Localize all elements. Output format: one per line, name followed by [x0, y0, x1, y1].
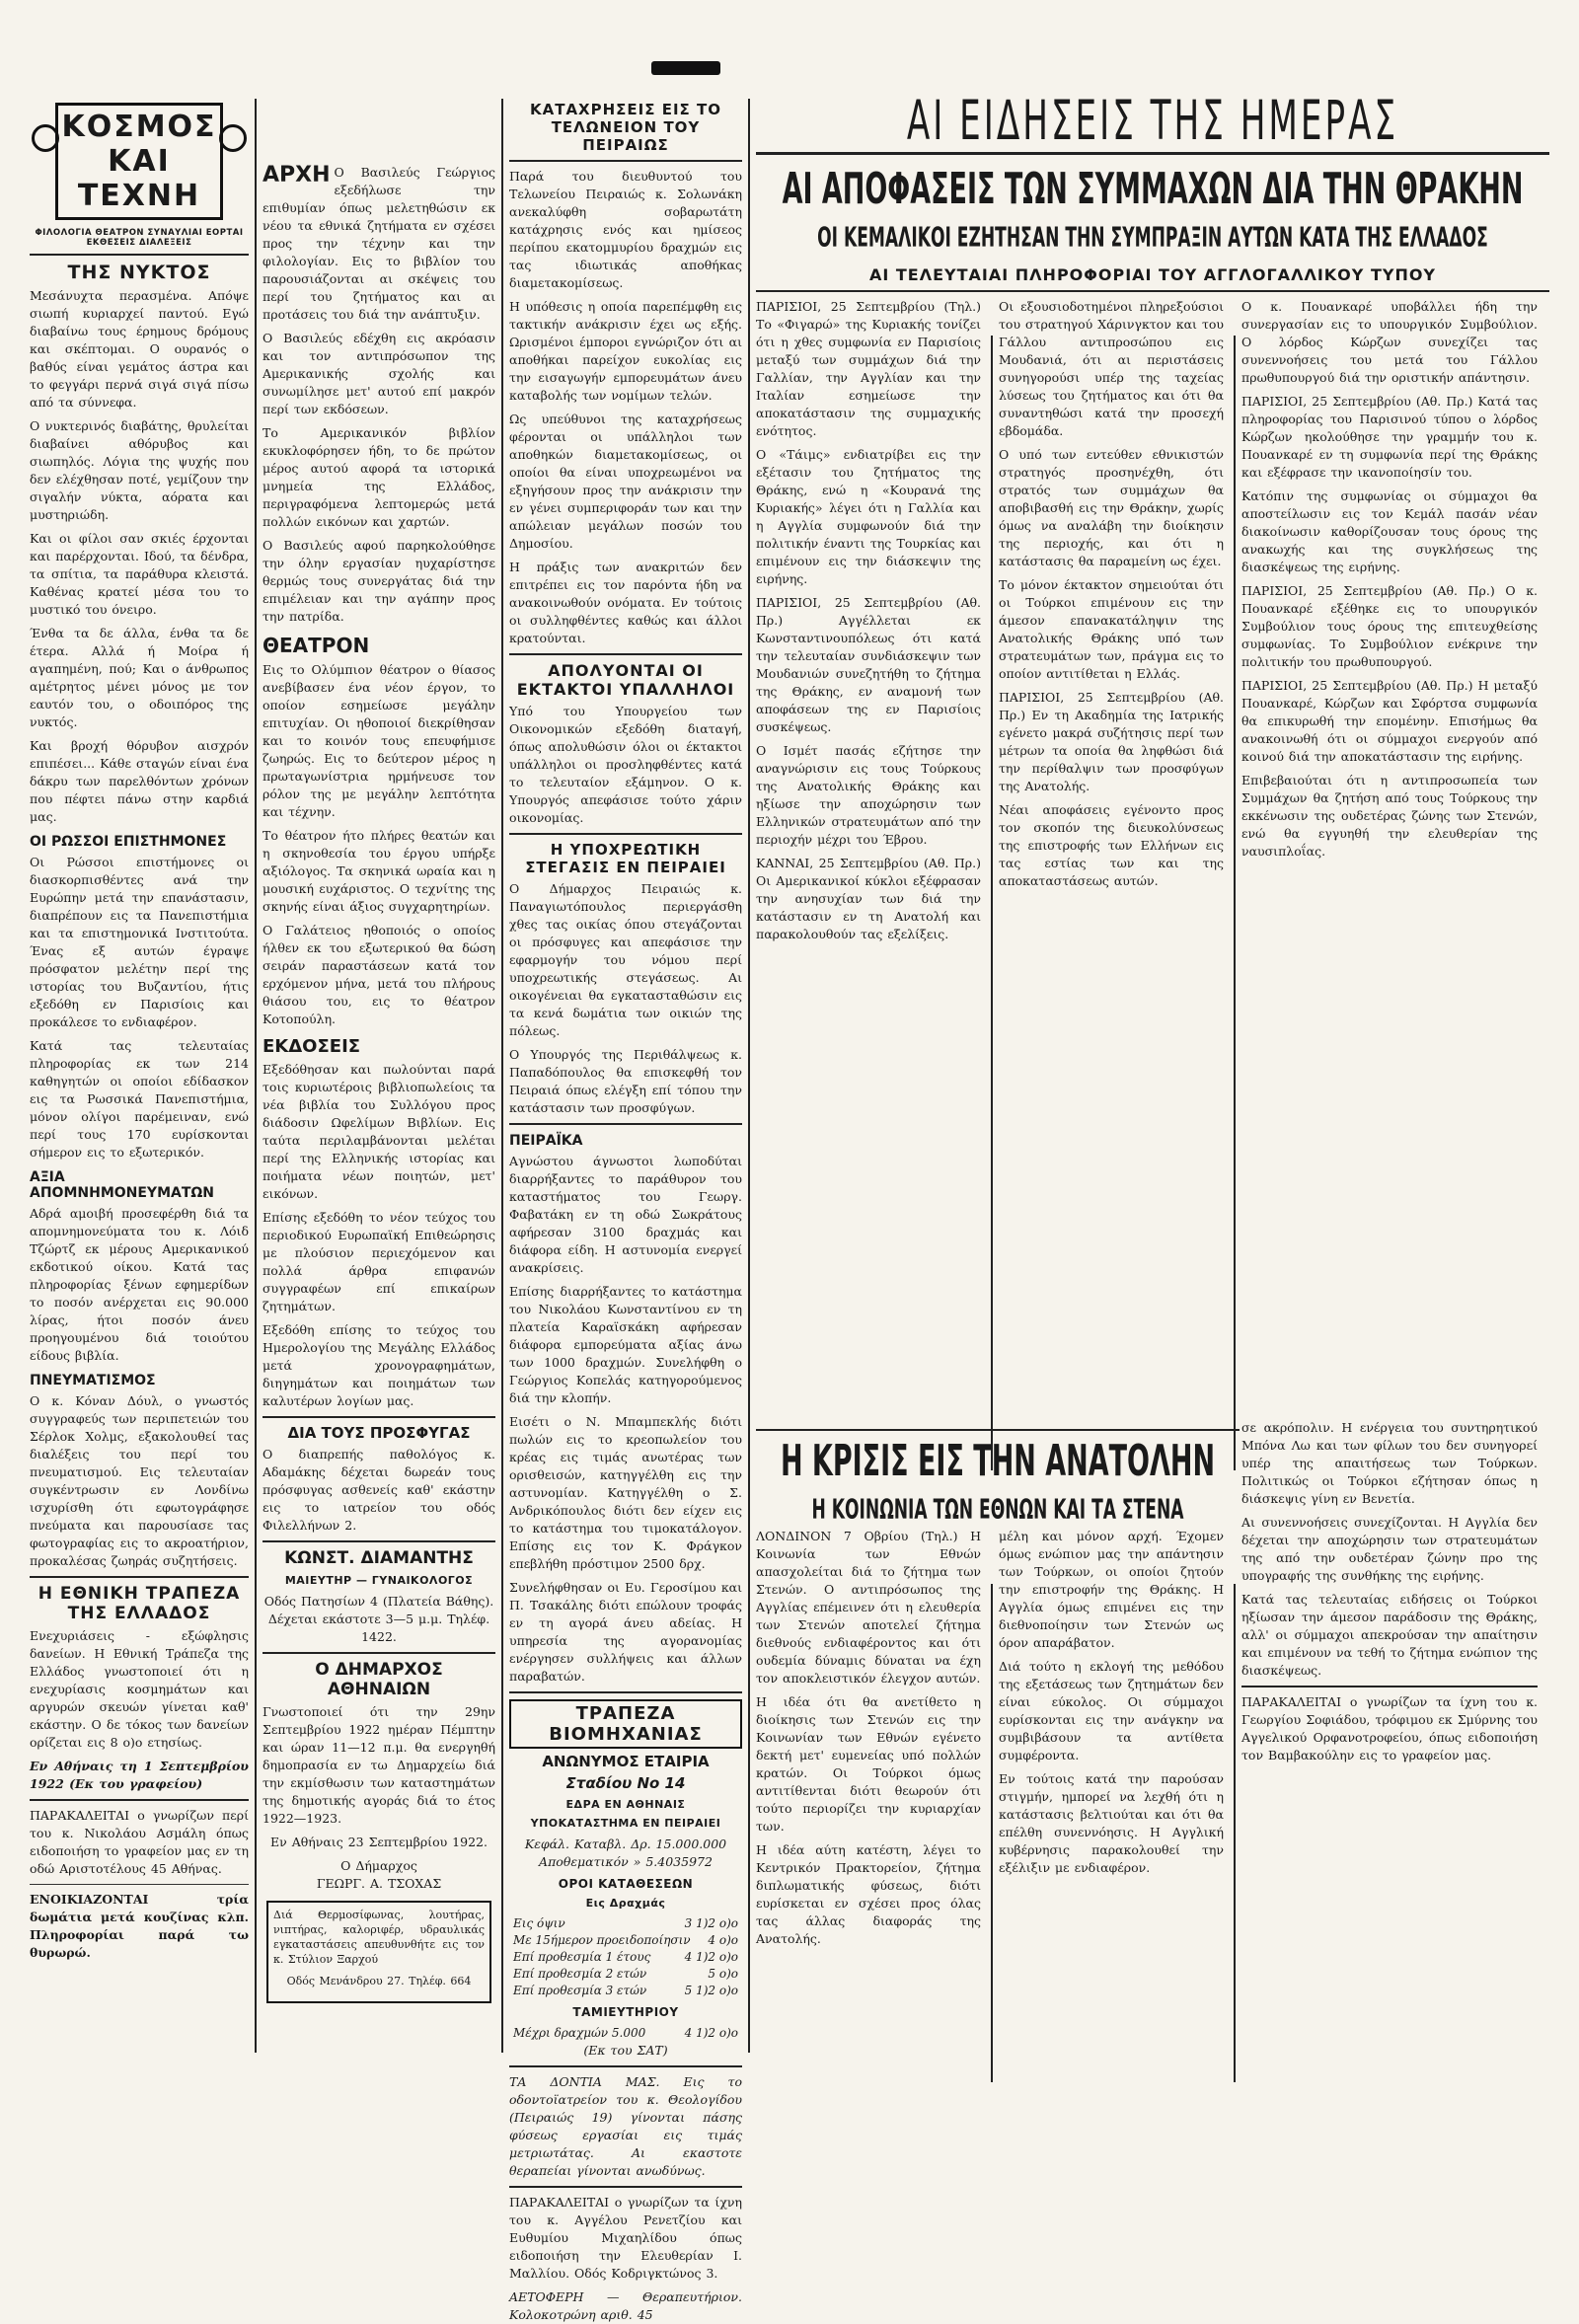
article-paragraph: Το θέατρον ήτο πλήρες θεατών και η σκηνοθεσία του έργου υπήρξε αξιόλογος. Τα σκηνικά ωραία και η μουσική ευχάριστος. Ο τεχνίτης της σκηνής είναι άξιος συγχαρητηρίων.: [263, 828, 495, 914]
article-paragraph: Ο νυκτερινός διαβάτης, θρυλείται διαβαίνει αθόρυβος και σιωπηλός. Λόγια της ψυχής που δεν ελέχθησαν ποτέ, γεμίζουν την σιγαλήν νύκτα, αόρατα και μυστηριώδη.: [30, 418, 249, 522]
divider: [263, 1416, 495, 1418]
news-paragraph: σε ακρόπολιν. Η ενέργεια του συντηρητικού Μπόνα Λω και των φίλων του δεν συνηγορεί υπέρ της απαιτήσεως των Τούρκων. Πολιτικώς οι Τούρκοι εζήτησαν όπως η διάσκεψις γίνη εν Βενετία.: [1241, 1420, 1538, 1506]
notice: ΠΑΡΑΚΑΛΕΙΤΑΙ ο γνωρίζων τα ίχνη του κ. Αγγέλου Ρενετζίου και Ευθυμίου Μιχαηλίδου όπως ειδοποιήση την Ελευθερίαν Ι. Μαλλίου. Οδός Κοδριγκτώνος 3.: [509, 2195, 742, 2281]
rate-label: Επί προθεσμία 1 έτους: [513, 1950, 651, 1964]
bank-terms-title: ΟΡΟΙ ΚΑΤΑΘΕΣΕΩΝ: [558, 1877, 694, 1891]
ad-signature: ΓΕΩΡΓ. Α. ΤΣΟΧΑΣ: [316, 1876, 442, 1891]
article-paragraph: Ο Βασιλεύς αφού παρηκολούθησε την όλην εργασίαν ηυχαρίστησε θερμώς τους συνεργάτας διά την επιμέλειαν και την αγάπην προς την πατρίδα.: [263, 538, 495, 624]
article-paragraph: Αδρά αμοιβή προσεφέρθη διά τα απομνημονεύματα του κ. Λόιδ Τζώρτζ εκ μέρους Αμερικανικού εκδοτικού οίκου. Κατά τας πληροφορίας ξένων εφημερίδων το ποσόν ανέρχεται εις 90.000 λίρας, ήτοι ποσόν άνευ προηγουμένου διά τοιούτου είδους βιβλία.: [30, 1206, 249, 1363]
divider: [263, 1652, 495, 1654]
article-paragraph: Ο Υπουργός της Περιθάλψεως κ. Παπαδόπουλος θα επισκεφθή τον Πειραιά όπως ελέγξη επί τόπου την κατάστασιν των προσφύγων.: [509, 1047, 742, 1115]
bank-name: [509, 1699, 742, 1749]
article-title: ΕΚΔΟΣΕΙΣ: [263, 1036, 361, 1057]
news-paragraph: Ο «Τάιμς» ενδιατρίβει εις την εξέτασιν του ζητήματος της Θράκης, ενώ η «Κουρανά της Κυριακής» λέγει ότι η Γαλλία και η Αγγλία συμφωνούν διά την πολιτικήν έναντι της Τουρκίας και επιμένουν εις την διάσκεψιν της ειρήνης.: [756, 447, 981, 586]
article-title: ΑΠΟΛΥΟΝΤΑΙ ΟΙ ΕΚΤΑΚΤΟΙ ΥΠΑΛΛΗΛΟΙ: [516, 661, 735, 699]
divider: [509, 833, 742, 835]
ad-text: Οδός Πατησίων 4 (Πλατεία Βάθης). Δέχεται εκάστοτε 3—5 μ.μ. Τηλέφ. 1422.: [263, 1594, 494, 1644]
ad-signature: Εν Αθήναις τη 1 Σεπτεμβρίου 1922 (Εκ του γραφείου): [30, 1759, 249, 1791]
bank-name-box: ΤΡΑΠΕΖΑ ΒΙΟΜΗΧΑΝΙΑΣ: [509, 1699, 742, 1749]
rate-label: Εις όψιν: [513, 1916, 565, 1930]
main-news: [756, 89, 1549, 2112]
rate-value: 3 1)2 ο)ο: [684, 1916, 738, 1930]
main-headline: ΑΙ ΑΠΟΦΑΣΕΙΣ ΤΩΝ ΣΥΜΜΑΧΩΝ ΔΙΑ ΤΗΝ ΘΡΑΚΗΝ: [782, 165, 1524, 215]
article-title: ΚΑΤΑΧΡΗΣΕΙΣ ΕΙΣ ΤΟ ΤΕΛΩΝΕΙΟΝ ΤΟΥ ΠΕΙΡΑΙΩΣ: [529, 101, 721, 154]
rate-label: Με 15ήμερον προειδοποίησιν: [513, 1933, 691, 1947]
notice: ΠΑΡΑΚΑΛΕΙΤΑΙ ο γνωρίζων περί του κ. Νικολάου Ασμάλη όπως ειδοποιήση το γραφείον μας εν τη οδώ Αριστοτέλους 45 Αθήνας.: [30, 1808, 249, 1876]
divider: [509, 160, 742, 162]
article-paragraph: [263, 164, 495, 324]
rate-label: Μέχρι δραχμών 5.000: [513, 2026, 646, 2040]
article-paragraph: Οι Ρώσσοι επιστήμονες οι διασκορπισθέντες ανά την Ευρώπην μετά την επανάστασιν, διαπρέπουν εις τα Πανεπιστήμια και τα επιστημονικά Ινστιτούτα. Ένας εξ αυτών έγραψε πρόσφατον μελέτην περί της ιστορίας του Βυζαντίου, ήτις εξεδόθη εν Παρισίοις και προκάλεσε το ενδιαφέρον.: [30, 855, 249, 1029]
bank-capital: Κεφάλ. Καταβλ. Δρ. 15.000.000: [524, 1837, 727, 1851]
news-paragraph: Το μόνον έκτακτον σημειούται ότι οι Τούρκοι επιμένουν εις την άμεσον επανακατάληψιν της Ανατολικής Θράκης υπό των στρατευμάτων των, πράγμα εις το οποίον αντιτίθεται η Ελλάς.: [999, 577, 1224, 681]
news-column: [1241, 298, 1538, 866]
column-rule: [255, 99, 257, 2053]
notice: ΠΑΡΑΚΑΛΕΙΤΑΙ ο γνωρίζων τα ίχνη του κ. Γεωργίου Σοφιάδου, τρόφιμου εκ Σμύρνης του Αγγελικού Ορφανοτροφείου, όπως ειδοποιήση τον Βαμβακούλην εις το γραφείον μας.: [1241, 1694, 1538, 1762]
news-paragraph: ΠΑΡΙΣΙΟΙ, 25 Σεπτεμβρίου (Αθ. Πρ.) Εν τη Ακαδημία της Ιατρικής εγένετο μακρά συζήτησις περί των μέτρων τα οποία θα ληφθώσι διά την περίθαλψιν των προσφύγων της Ανατολής.: [999, 690, 1224, 793]
article-paragraph: Εξεδόθη επίσης το τεύχος του Ημερολογίου της Μεγάλης Ελλάδος μετά χρονογραφημάτων, διηγημάτων και ποιημάτων των καλυτέρων λογίων μας.: [263, 1322, 495, 1408]
rate-label: Επί προθεσμία 3 ετών: [513, 1984, 647, 1997]
rate-value: 4 1)2 ο)ο: [684, 2026, 738, 2040]
divider: [30, 1884, 249, 1885]
article-paragraph: Παρά του διευθυντού του Τελωνείου Πειραιώς κ. Σολωνάκη ανεκαλύφθη σοβαρωτάτη κατάχρησις ενός και ημίσεος περίπου εκατομμυρίου δραχμών εις τας ιδιωτικάς αποθήκας διαμετακομίσεως.: [509, 169, 742, 290]
article-paragraph: Η πράξις των ανακριτών δεν επιτρέπει εις τον παρόντα ήδη να ανακοινωθούν ονόματα. Εν τούτοις οι συλληφθέντες καθώς και άλλοι κρατούνται.: [509, 560, 742, 645]
tax-note: (Εκ του ΣΑΤ): [583, 2043, 668, 2058]
article-paragraph: Εισέτι ο Ν. Μπαμπεκλής διότι πωλών εις το κρεοπωλείον του κρέας εις τιμάς ανωτέρας των ορισθεισών, κατηγγέλθη εις την αστυνομίαν. Κατηγγέλθη ο Σ. Ανδρικόπουλος διότι δεν είχεν εις το κατάστημα του τιμοκατάλογον. Επίσης εις τον Κ. Φράγκον επεβλήθη πρόστιμον 2500 δρχ.: [509, 1414, 742, 1571]
news-paragraph: Κατόπιν της συμφωνίας οι σύμμαχοι θα αποστείλωσιν εις τον Κεμάλ πασάν νέαν διακοίνωσιν καθορίζουσαν τους όρους της ανακωχής και της συγκλήσεως της διασκέψεως της ειρήνης.: [1241, 488, 1538, 574]
crisis-headline: Η ΚΡΙΣΙΣ ΕΙΣ ΤΗΝ ΑΝΑΤΟΛΗΝ: [780, 1437, 1216, 1487]
article-paragraph: Ο Γαλάτειος ηθοποιός ο οποίος ήλθεν εκ του εξωτερικού θα δώση σειράν παραστάσεων κατά τον ερχόμενον μήνα, μετά του πλήρους θιάσου του, εις το θέατρον Κοτοπούλη.: [263, 923, 495, 1026]
doctor-role: ΜΑΙΕΥΤΗΡ — ΓΥΝΑΙΚΟΛΟΓΟΣ: [284, 1574, 474, 1587]
column-2: [263, 95, 495, 2118]
news-paragraph: ΠΑΡΙΣΙΟΙ, 25 Σεπτεμβρίου (Αθ. Πρ.) Αγγέλλεται εκ Κωνσταντινουπόλεως ότι κατά την τελευταίαν συνδιάσκεψιν των Μουδανιών συνεζητήθη το ζήτημα της Θράκης, εν αναμονή των αποφάσεων της εν Παρισίοις συσκέψεως.: [756, 595, 981, 734]
divider: [509, 1123, 742, 1125]
divider: [756, 290, 1549, 292]
rate-row: [513, 1932, 738, 1949]
news-paragraph: Νέαι αποφάσεις εγένοντο προς τον σκοπόν της διευκολύνσεως της επιστροφής των Ελλήνων εις τας εστίας των και της αποκαταστάσεως αυτών.: [999, 802, 1224, 888]
rate-row: [513, 1983, 738, 1999]
news-column: [1241, 1419, 1538, 1770]
ad-title: Ο ΔΗΜΑΡΧΟΣ ΑΘΗΝΑΙΩΝ: [315, 1660, 443, 1699]
news-paragraph: ΠΑΡΙΣΙΟΙ, 25 Σεπτεμβρίου (Αθ. Πρ.) Ο κ. Πουανκαρέ εξέθηκε εις το υπουργικόν Συμβούλιον τους όρους της επιτευχθείσης συμφωνίας. Το Συμβούλιον ενέκρινε την πολιτικήν του πρωθυπουργού.: [1241, 583, 1538, 669]
divider: [30, 1576, 249, 1578]
bank-reserve: Αποθεματικόν » 5.4035972: [539, 1854, 713, 1869]
divider: [509, 1691, 742, 1693]
article-paragraph: Υπό του Υπουργείου των Οικονομικών εξεδόθη διαταγή, όπως απολυθώσιν όλοι οι έκτακτοι υπάλληλοι οι προσληφθέντες κατά το τελευταίον εξάμηνον. Ο κ. Υπουργός απεφάσισε τούτο χάριν οικονομίας.: [509, 704, 742, 825]
article-paragraph: Ο κ. Κόναν Δόυλ, ο γνωστός συγγραφεύς των περιπετειών του Σέρλοκ Χολμς, εξακολουθεί τας διαλέξεις του περί του πνευματισμού. Εις τελευταίαν συγκέντρωσιν εν Λονδίνω ισχυρίσθη ότι εφωτογράφησε πνεύματα και παρουσίασε τας φωτογραφίας εις το ακροατήριον, προκαλέσας ζωηράς συζητήσεις.: [30, 1393, 249, 1568]
article-paragraph: Μεσάνυχτα περασμένα. Απόψε σιωπή κυριαρχεί παντού. Εγώ διαβαίνω τους έρημους δρόμους και σκέπτομαι. Ο ουρανός ο βαθύς είναι γεμάτος άστρα και το φεγγάρι περνά σιγά σιγά πίσω από τα σύννεφα.: [30, 288, 249, 410]
article-text: Ο Βασιλεύς Γεώργιος εξεδήλωσε την επιθυμίαν όπως μελετηθώσιν εκ νέου τα εθνικά ζητήματα εν σχέσει προς την τέχνην και την φιλολογίαν. Εις το βιβλίον του παρουσιάζονται αι σκέψεις του περί του ζητήματος και αι προτάσεις του διά την ανάπτυξιν.: [263, 165, 495, 322]
article-paragraph: Ο Δήμαρχος Πειραιώς κ. Παναγιωτόπουλος περιεργάσθη χθες τας οικίας όπου στεγάζονται οι πρόσφυγες και απεφάσισε την εφαρμογήν του νόμου περί υποχρεωτικής στεγάσεως. Αι οικογένειαι θα εγκατασταθώσιν εις τα κενά δωμάτια των οικιών της πόλεως.: [509, 881, 742, 1038]
article-paragraph: Επίσης διαρρήξαντες το κατάστημα του Νικολάου Κωνσταντίνου εν τη πλατεία Καραϊσκάκη αφήρεσαν διάφορα εμπορεύματα αξίας άνω των 1000 δραχμών. Συνελήφθη ο Γεώργιος Κοπελάς κατηγορούμενος διά την κλοπήν.: [509, 1284, 742, 1405]
article-title: ΤΗΣ ΝΥΚΤΟΣ: [67, 262, 211, 283]
rate-value: 4 ο)ο: [708, 1933, 738, 1947]
divider: [509, 2186, 742, 2188]
ad-date: Εν Αθήναις 23 Σεπτεμβρίου 1922.: [270, 1835, 488, 1849]
news-column: [999, 1528, 1224, 1883]
news-paragraph: ΠΑΡΙΣΙΟΙ, 25 Σεπτεμβρίου (Αθ. Πρ.) Η μεταξύ Πουανκαρέ, Κώρζων και Σφόρτσα συμφωνία θα επικυρωθή την επομένην. Επισήμως θα ανακοινωθή ότι οι σύμμαχοι ενεργούν από κοινού διά την αποκατάστασιν της ειρήνης.: [1241, 678, 1538, 764]
article-paragraph: Η υπόθεσις η οποία παρεπέμφθη εις τακτικήν ανάκρισιν έχει ως εξής. Ωρισμένοι έμποροι εγνώριζον ότι αι αποθήκαι παρείχον ευκολίας εις την εισαγωγήν εμπορευμάτων άνευ καταβολής των νομίμων τελών.: [509, 299, 742, 403]
news-column: [756, 298, 981, 949]
ad-title: Η ΕΘΝΙΚΗ ΤΡΑΠΕΖΑ ΤΗΣ ΕΛΛΑΔΟΣ: [38, 1584, 241, 1623]
news-paragraph: ΠΑΡΙΣΙΟΙ, 25 Σεπτεμβρίου (Τηλ.) Το «Φιγαρώ» της Κυριακής τονίζει ότι η χθες συμφωνία εν Παρισίοις μεταξύ των συμμάχων διά την Γαλλίαν, την Αγγλίαν και την Ιταλίαν εσημείωσε την αποκατάστασιν της συμμαχικής ενότητος.: [756, 299, 981, 438]
news-paragraph: ΚΑΝΝΑΙ, 25 Σεπτεμβρίου (Αθ. Πρ.) Οι Αμερικανικοί κύκλοι εξέφρασαν την ανησυχίαν των διά την κατάστασιν εν τη Ανατολή και παρακολουθούν τας εξελίξεις.: [756, 856, 981, 941]
rate-row: [513, 1949, 738, 1966]
ornament-left-icon: [32, 124, 59, 152]
main-subheadline: ΟΙ ΚΕΜΑΛΙΚΟΙ ΕΖΗΤΗΣΑΝ ΤΗΝ ΣΥΜΠΡΑΞΙΝ ΑΥΤΩΝ ΚΑΤΑ ΤΗΣ ΕΛΛΑΔΟΣ: [817, 222, 1488, 254]
section-title: ΚΟΣΜΟΣ ΚΑΙ ΤΕΧΝΗ: [55, 103, 223, 220]
article-title: ΠΝΕΥΜΑΤΙΣΜΟΣ: [30, 1373, 156, 1388]
article-title: ΑΡΧΗ: [263, 163, 331, 187]
news-paragraph: Κατά τας τελευταίας ειδήσεις οι Τούρκοι ηξίωσαν την άμεσον παράδοσιν της Θράκης, αλλ' οι σύμμαχοι απεκρούσαν την απαίτησιν και επιμένουν να τεθή το ζήτημα ενώπιον της διασκέψεως.: [1241, 1592, 1538, 1678]
article-paragraph: Και βροχή θόρυβον αισχρόν επιπέσει... Κάθε σταγών είναι ένα δάκρυ των παρελθόντων χρόνων που πέφτει πάνω στην καρδιά μας.: [30, 738, 249, 824]
news-paragraph: Οι εξουσιοδοτημένοι πληρεξούσιοι του στρατηγού Χάρινγκτον και του Γάλλου αντιπροσώπου εις Μουδανιά, ότι αι περιστάσεις συνηγορούσι υπέρ της ταχείας λύσεως του ζητήματος και ότι θα συναντηθώσι κατά την προσεχή εβδομάδα.: [999, 299, 1224, 438]
article-title: ΘΕΑΤΡΟΝ: [263, 634, 370, 657]
column-1: [30, 95, 249, 2118]
divider: [1241, 1686, 1538, 1687]
section-subtitle: ΦΙΛΟΛΟΓΙΑ ΘΕΑΤΡΟΝ ΣΥΝΑΥΛΙΑΙ ΕΟΡΤΑΙ ΕΚΘΕΣΕΙΣ ΔΙΑΛΕΞΕΙΣ: [35, 228, 244, 248]
article-paragraph: Κατά τας τελευταίας πληροφορίας εκ των 214 καθηγητών οι οποίοι εδίδασκον εις τα Ρωσσικά Πανεπιστήμια, μόνον ολίγοι παρέμειναν, ενώ περί τους 170 ευρίσκονται σήμερον εις το εξωτερικόν.: [30, 1038, 249, 1160]
rate-row: [509, 2025, 742, 2042]
banner-title: ΑΙ ΕΙΔΗΣΕΙΣ ΤΗΣ ΗΜΕΡΑΣ: [906, 89, 1399, 152]
rate-value: 4 1)2 ο)ο: [684, 1950, 738, 1964]
bank-seat: ΕΔΡΑ ΕΝ ΑΘΗΝΑΙΣ: [565, 1798, 686, 1811]
ad-text: Ο διαπρεπής παθολόγος κ. Αδαμάκης δέχεται δωρεάν τους πρόσφυγας ασθενείς καθ' εκάστην εις το ιατρείον του οδός Φιλελλήνων 2.: [263, 1447, 495, 1533]
divider: [263, 1540, 495, 1542]
divider: [756, 1429, 1240, 1431]
article-title: ΠΕΙΡΑΪΚΑ: [509, 1133, 583, 1149]
news-paragraph: Διά τούτο η εκλογή της μεθόδου της εξετάσεως των ζητημάτων δεν είναι εύκολος. Οι σύμμαχοι ευρίσκονται εις την ανάγκην να συμβιβάσουν τα αντίθετα συμφέροντα.: [999, 1659, 1224, 1762]
main-subheadline-2: ΑΙ ΤΕΛΕΥΤΑΙΑΙ ΠΛΗΡΟΦΟΡΙΑΙ ΤΟΥ ΑΓΓΛΟΓΑΛΛΙΚΟΥ ΤΥΠΟΥ: [868, 265, 1437, 284]
ornament-right-icon: [219, 124, 247, 152]
ad-box: [266, 1901, 491, 2003]
column-rule: [501, 99, 503, 2053]
ad-signature: Ο Δήμαρχος: [340, 1858, 417, 1873]
news-paragraph: Ο Ισμέτ πασάς εζήτησε την αναγνώρισιν εις τους Τούρκους της Ανατολικής Θράκης και ηξίωσε την αποχώρησιν των Ελληνικών στρατευμάτων από την περιοχήν μέχρι του Έβρου.: [756, 743, 981, 847]
divider: [30, 1799, 249, 1801]
notice: ΕΝΟΙΚΙΑΖΟΝΤΑΙ τρία δωμάτια μετά κουζίνας κλπ. Πληροφορίαι παρά τω θυρωρώ.: [30, 1892, 249, 1960]
ad-address: Οδός Μενάνδρου 27. Τηλέφ. 664: [286, 1975, 472, 1987]
article-paragraph: Και οι φίλοι σαν σκιές έρχονται και παρέρχονται. Ιδού, τα δένδρα, τα σπίτια, τα παράθυρα κλειστά. Καθένας κρατεί μέσα του το μυστικό του όνειρο.: [30, 531, 249, 617]
news-paragraph: Ο υπό των εντεύθεν εθνικιστών στρατηγός προσηνέχθη, ότι στρατός των συμμάχων θα αποβιβασθή εις την Θράκην, χωρίς όμως να αναλάβη την διοίκησιν της περιοχής, και ότι η κατάστασις θα παραμείνη ως έχει.: [999, 447, 1224, 568]
crisis-headline-block: [756, 1437, 1240, 1528]
notice: ΑΕΤΟΦΕΡΗ — Θεραπευτήριον. Κολοκοτρώνη αριθ. 45: [509, 2289, 742, 2322]
doctor-name: ΚΩΝΣΤ. ΔΙΑΜΑΝΤΗΣ: [284, 1548, 474, 1568]
ad-text: Ενεχυριάσεις - εξώφλησις δανείων. Η Εθνική Τράπεζα της Ελλάδος γνωστοποιεί ότι η ενεχυρίασις κοσμημάτων και αργυρών σκευών γίνεται καθ' εκάστην. Ο δε τόκος των δανείων ορίζεται εις 8 ο)ο ετησίως.: [30, 1628, 249, 1750]
rate-label: Επί προθεσμία 2 ετών: [513, 1967, 647, 1981]
news-paragraph: ΛΟΝΔΙΝΟΝ 7 Οβρίου (Τηλ.) Η Κοινωνία των Εθνών απασχολείται διά το ζήτημα των Στενών. Ο αντιπρόσωπος της Αγγλίας επέμεινεν ότι η ελευθερία των Στενών αποτελεί ζήτημα διεθνούς ενδιαφέροντος και ότι ουδεμία δύναμις δύναται να έχη τον αποκλειστικόν έλεγχον αυτών.: [756, 1529, 981, 1686]
news-column: [756, 1528, 981, 1954]
news-column: [999, 298, 1224, 896]
article-paragraph: Ένθα τα δε άλλα, ένθα τα δε έτερα. Αλλά ή Μοίρα ή αγαπημένη, πού; Και ο άνθρωπος αμέτρητος μένει μόνος με τον εαυτόν του, ο οδοιπόρος της νυκτός.: [30, 626, 249, 729]
article-title: Η ΥΠΟΧΡΕΩΤΙΚΗ ΣΤΕΓΑΣΙΣ ΕΝ ΠΕΙΡΑΙΕΙ: [525, 841, 726, 876]
ad-title: ΔΙΑ ΤΟΥΣ ΠΡΟΣΦΥΓΑΣ: [287, 1424, 471, 1442]
rates-table: [509, 1915, 742, 1999]
column-3: [509, 95, 742, 2322]
article-paragraph: Ως υπεύθυνοι της καταχρήσεως φέρονται οι υπάλληλοι των αποθηκών διαμετακομίσεως, οι οποίοι θα είναι υποχρεωμένοι να εξηγήσουν προς την ανάκρισιν την εν γένει συμπεριφοράν των και την απώλειαν μεγάλων ποσών του Δημοσίου.: [509, 412, 742, 551]
article-paragraph: Το Αμερικανικόν βιβλίον εκυκλοφόρησεν ήδη, το δε πρώτον μέρος αυτού αφορά τα ιστορικά μνημεία της Ελλάδος, περιγραφόμενα λεπτομερώς μετά πολλών εικόνων και χαρτών.: [263, 425, 495, 529]
news-paragraph: Ο κ. Πουανκαρέ υποβάλλει ήδη την συνεργασίαν εις το υπουργικόν Συμβούλιον. Ο λόρδος Κώρζων συνεχίζει τας συνεννοήσεις του μετά του Γάλλου πρωθυπουργού διά την οριστικήν απάντησιν.: [1241, 299, 1538, 385]
article-paragraph: Επίσης εξεδόθη το νέον τεύχος του περιοδικού Ευρωπαϊκή Επιθεώρησις με πλούσιον περιεχόμενον και πολλά άρθρα επιφανών συγγραφέων επί επικαίρων ζητημάτων.: [263, 1210, 495, 1313]
rate-row: [513, 1915, 738, 1932]
news-columns-top: [756, 298, 1549, 1423]
masthead-mark: [651, 61, 720, 75]
article-paragraph: Εξεδόθησαν και πωλούνται παρά τοις κυριωτέροις βιβλιοπωλείοις τα νέα βιβλία του Συλλόγου προς διάδοσιν Ωφελίμων Βιβλίων. Εις ταύτα περιλαμβάνονται μελέται περί της Ελληνικής ιστορίας και ποιήματα νέων ποιητών, μετ' εικόνων.: [263, 1062, 495, 1201]
crisis-subheadline: Η ΚΟΙΝΩΝΙΑ ΤΩΝ ΕΘΝΩΝ ΚΑΙ ΤΑ ΣΤΕΝΑ: [811, 1494, 1184, 1526]
news-paragraph: Η ιδέα αύτη κατέστη, λέγει το Κεντρικόν Πρακτορείον, ζήτημα διπλωματικής φύσεως, διότι ευρίσκεται εν σχέσει προς όλας τας άλλας διαφοράς της Ανατολής.: [756, 1842, 981, 1946]
article-title: ΟΙ ΡΩΣΣΟΙ ΕΠΙΣΤΗΜΟΝΕΣ: [30, 834, 227, 850]
news-paragraph: Εν τούτοις κατά την παρούσαν στιγμήν, ημπορεί να λεχθή ότι η κατάστασις βελτιούται και ότι θα επέλθη συνεννόησις. Η Αγγλική κυβέρνησις παρακολουθεί την εξέλιξιν με ενδιαφέρον.: [999, 1771, 1224, 1875]
savings-title: ΤΑΜΙΕΥΤΗΡΙΟΥ: [572, 2005, 679, 2019]
rate-value: 5 1)2 ο)ο: [684, 1984, 738, 1997]
bank-subsidiary: ΥΠΟΚΑΤΑΣΤΗΜΑ ΕΝ ΠΕΙΡΑΙΕΙ: [530, 1817, 721, 1830]
ad-text: ΤΑ ΔΟΝΤΙΑ ΜΑΣ. Εις το οδοντοϊατρείον του κ. Θεολογίδου (Πειραιώς 19) γίνονται πάσης φύσεως εργασίαι εις τιμάς μετριωτάτας. Αι εκαστοτε θεραπείαι γίνονται ανωδύνως.: [509, 2074, 742, 2178]
ad-text: Διά Θερμοσίφωνας, λουτήρας, νιπτήρας, καλοριφέρ, υδραυλικάς εγκαταστάσεις απευθυνθήτε εις τον κ. Στύλιον Ξαρχού: [273, 1909, 485, 1966]
column-rule: [748, 99, 750, 2053]
article-paragraph: Εις το Ολύμπιον θέατρον ο θίασος ανεβίβασεν ένα νέον έργον, το οποίον εσημείωσε μεγάλην επιτυχίαν. Οι ηθοποιοί διεκρίθησαν και το κοινόν τους επευφήμισε ζωηρώς. Εις το δεύτερον μέρος η πρωταγωνίστρια ηρμήνευσε τον ρόλον της με μεγάλην λεπτότητα και τέχνην.: [263, 662, 495, 819]
article-paragraph: Ο Βασιλεύς εδέχθη εις ακρόασιν και τον αντιπρόσωπον της Αμερικανικής σχολής και συνωμίλησε μετ' αυτού επί μακρόν περί των εκδόσεων.: [263, 331, 495, 416]
ad-text: Γνωστοποιεί ότι την 29ην Σεπτεμβρίου 1922 ημέραν Πέμπτην και ώραν 11—12 π.μ. θα ενεργηθή δημοπρασία εν τω Δημαρχείω διά την εκμίσθωσιν των καταστημάτων της δημοτικής αγοράς διά το έτος 1922—1923.: [263, 1704, 495, 1826]
news-paragraph: Αι συνεννοήσεις συνεχίζονται. Η Αγγλία δεν δέχεται την αποχώρησιν των στρατευμάτων της από την ουδετέραν ζώνην προ της υπογραφής της συνθήκης της ειρήνης.: [1241, 1515, 1538, 1583]
rate-value: 5 ο)ο: [708, 1967, 738, 1981]
news-paragraph: μέλη και μόνον αρχή. Έχομεν όμως ενώπιον μας την απάντησιν των Τούρκων, οι οποίοι ζητούν την επιστροφήν της Θράκης. Η Αγγλία όμως επιμένει εις την διεθνοποίησιν των Στενών ως όρον απαράβατον.: [999, 1529, 1224, 1650]
news-paragraph: ΠΑΡΙΣΙΟΙ, 25 Σεπτεμβρίου (Αθ. Πρ.) Κατά τας πληροφορίας του Παρισινού τύπου ο λόρδος Κώρζων ηκολούθησε την γραμμήν του κ. Πουανκαρέ εν τη συμφωνία περί της Θράκης και εξέφρασε την ικανοποίησίν του.: [1241, 394, 1538, 480]
divider: [30, 254, 249, 256]
article-title: ΑΞΙΑ ΑΠΟΜΝΗΜΟΝΕΥΜΑΤΩΝ: [30, 1169, 215, 1201]
rate-row: [513, 1966, 738, 1983]
divider: [509, 653, 742, 655]
bank-subtitle: ΑΝΩΝΥΜΟΣ ΕΤΑΙΡΙΑ: [542, 1753, 710, 1770]
article-paragraph: Συνελήφθησαν οι Ευ. Γεροσίμου και Π. Τσακάλης διότι επώλουν τροφάς εν τη αγορά άνευ αδείας. Η υπηρεσία της αγορανομίας ενέργησεν συλλήψεις και άλλων παραβατών.: [509, 1580, 742, 1684]
article-paragraph: Αγνώστου άγνωστοι λωποδύται διαρρήξαντες το παράθυρον του καταστήματος του Γεωργ. Φαβατάκη εν τη οδώ Σωκράτους αφήρεσαν 3100 δραχμάς και διάφορα είδη. Η αστυνομία ενεργεί ανακρίσεις.: [509, 1154, 742, 1275]
divider: [509, 2065, 742, 2067]
news-paragraph: Η ιδέα ότι θα ανετίθετο η διοίκησις των Στενών εις την Κοινωνίαν των Εθνών εγένετο δεκτή μετ' ευμενείας υπό πολλών κρατών. Οι Τούρκοι όμως αντιτίθενται διότι θεωρούν ότι τούτο περιορίζει την κυριαρχίαν των.: [756, 1694, 981, 1834]
news-paragraph: Επιβεβαιούται ότι η αντιπροσωπεία των Συμμάχων θα ζητήση από τους Τούρκους την εκκένωσιν της ουδετέρας ζώνης των Στενών, ενώ θα εγγυηθή την ελευθερίαν της ναυσιπλοΐας.: [1241, 773, 1538, 859]
bank-terms-subtitle: Εις Δραχμάς: [585, 1897, 666, 1910]
bank-branch: Σταδίου Νο 14: [565, 1774, 686, 1792]
